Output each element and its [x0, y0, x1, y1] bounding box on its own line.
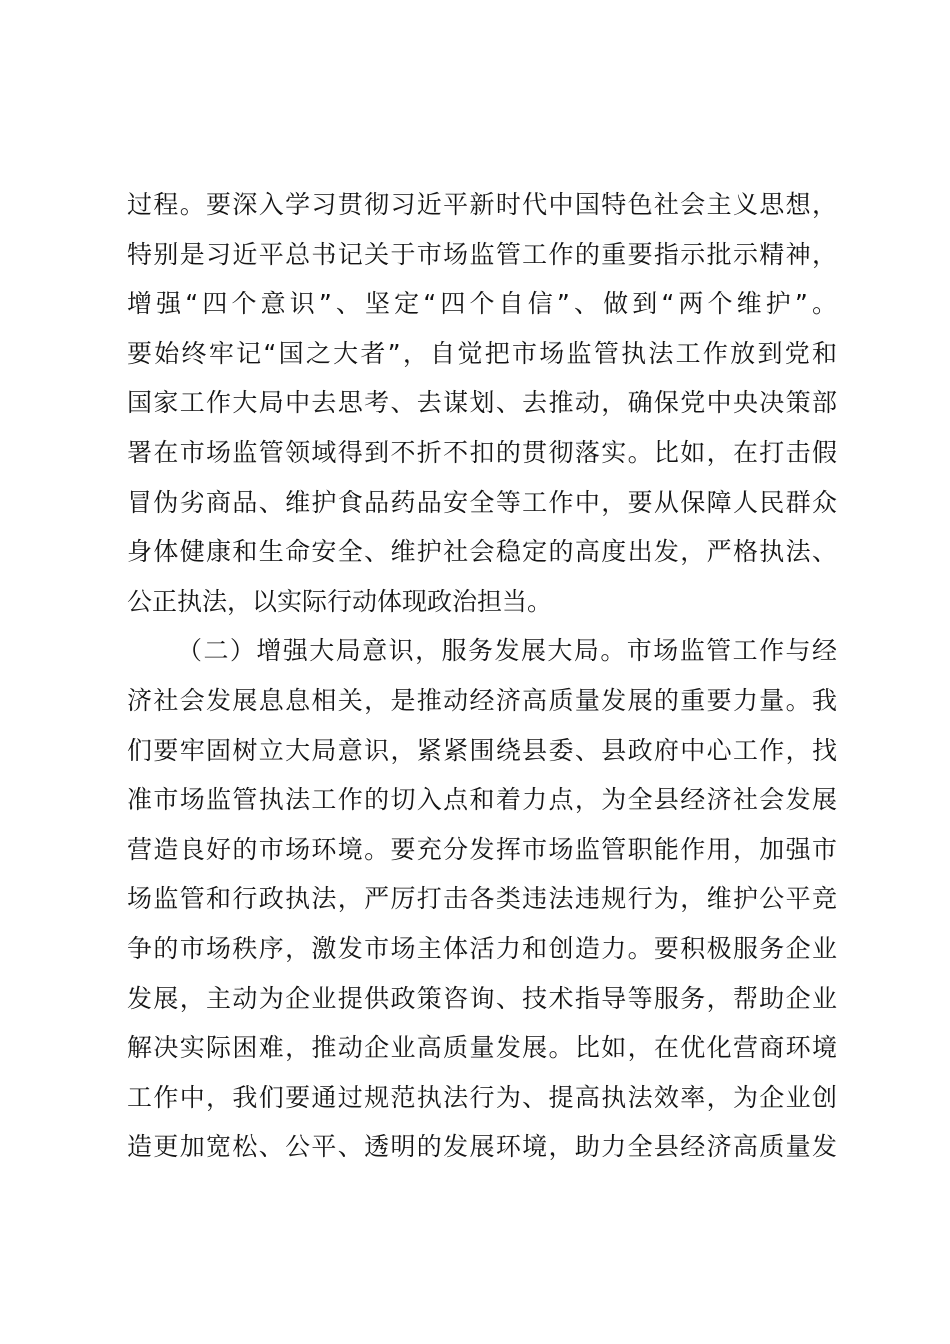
text-line: 冒伪劣商品、维护食品药品安全等工作中，要从保障人民群众 — [127, 487, 837, 517]
text-line: 解决实际困难，推动企业高质量发展。比如，在优化营商环境 — [127, 1033, 837, 1063]
text-line: 增强“四个意识”、坚定“四个自信”、做到“两个维护”。 — [127, 289, 837, 319]
paragraph-last-line: 公正执法，以实际行动体现政治担当。 — [127, 586, 553, 616]
text-line: 特别是习近平总书记关于市场监管工作的重要指示批示精神， — [127, 239, 837, 269]
body-text — [127, 180, 837, 1172]
text-line: 署在市场监管领域得到不折不扣的贯彻落实。比如，在打击假 — [127, 437, 837, 467]
text-line: 发展，主动为企业提供政策咨询、技术指导等服务，帮助企业 — [127, 983, 837, 1013]
text-line: 造更加宽松、公平、透明的发展环境，助力全县经济高质量发 — [127, 1132, 837, 1162]
text-line: 准市场监管执法工作的切入点和着力点，为全县经济社会发展 — [127, 785, 837, 815]
text-line: 要始终牢记“国之大者”，自觉把市场监管执法工作放到党和 — [127, 338, 837, 368]
section-heading-line: （二）增强大局意识，服务发展大局。市场监管工作与经 — [177, 636, 837, 666]
text-line: 工作中，我们要通过规范执法行为、提高执法效率，为企业创 — [127, 1082, 837, 1112]
text-line: 国家工作大局中去思考、去谋划、去推动，确保党中央决策部 — [127, 388, 837, 418]
text-line: 身体健康和生命安全、维护社会稳定的高度出发，严格执法、 — [127, 537, 837, 567]
text-line: 济社会发展息息相关，是推动经济高质量发展的重要力量。我 — [127, 685, 837, 715]
text-line: 争的市场秩序，激发市场主体活力和创造力。要积极服务企业 — [127, 933, 837, 963]
text-line: 们要牢固树立大局意识，紧紧围绕县委、县政府中心工作，找 — [127, 735, 837, 765]
text-line: 营造良好的市场环境。要充分发挥市场监管职能作用，加强市 — [127, 834, 837, 864]
text-line: 场监管和行政执法，严厉打击各类违法违规行为，维护公平竞 — [127, 884, 837, 914]
text-line: 过程。要深入学习贯彻习近平新时代中国特色社会主义思想， — [127, 190, 837, 219]
